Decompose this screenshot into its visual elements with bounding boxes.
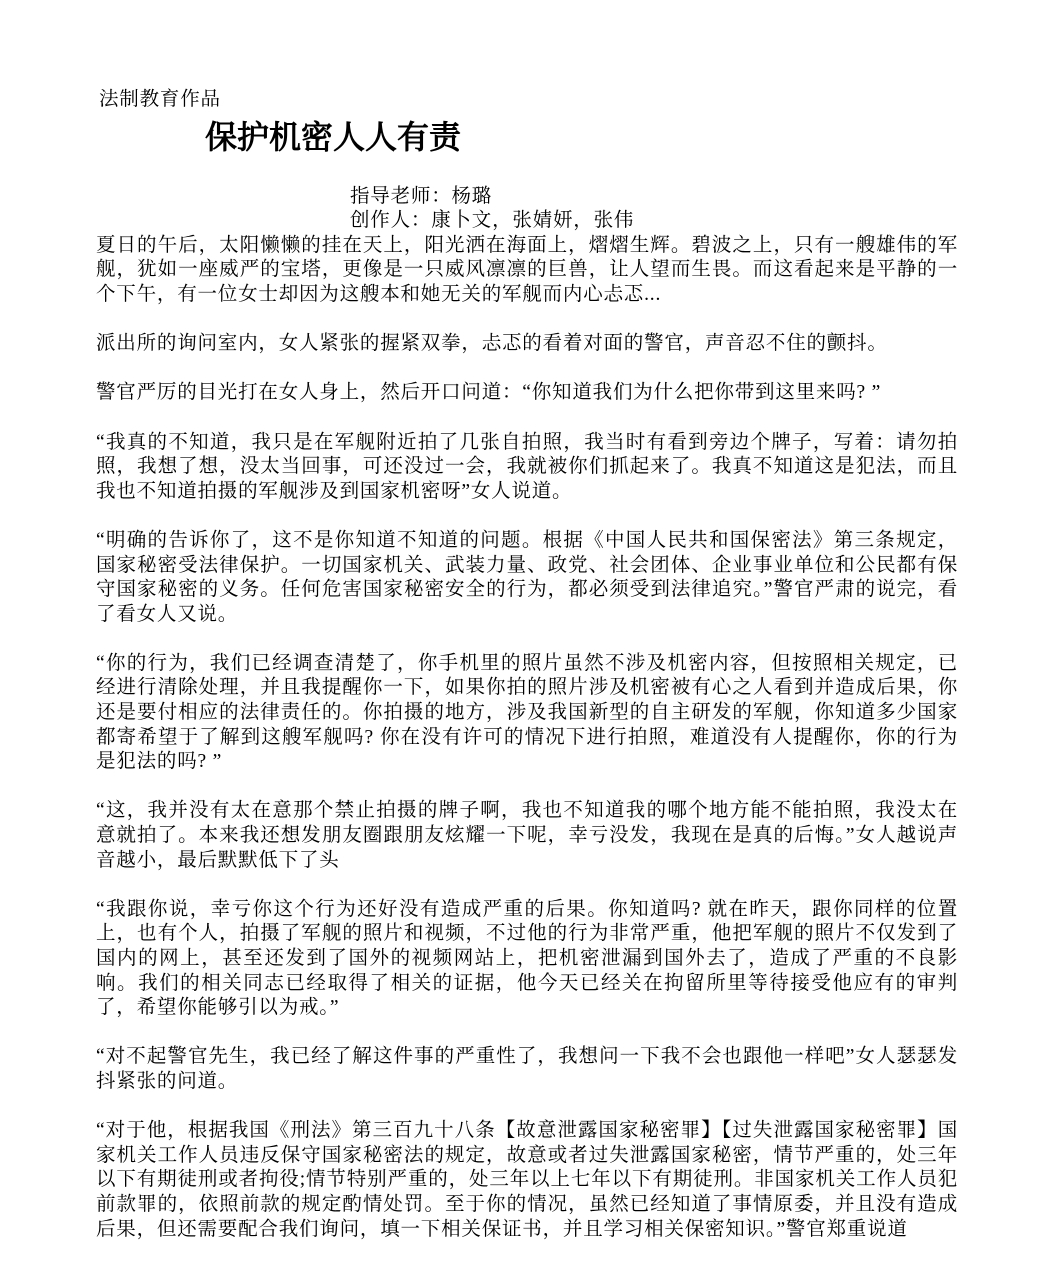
document-content [96, 88, 958, 1242]
story-paragraph: “这，我并没有太在意那个禁止拍摄的牌子啊，我也不知道我的哪个地方能不能拍照，我没太在意就拍了。本来我还想发朋友圈跟朋友炫耀一下呢，幸亏没发，我现在是真的后悔。”女人越说声音越小，最后默默低下了头 [96, 800, 958, 871]
story-paragraph: “我真的不知道，我只是在军舰附近拍了几张自拍照，我当时有看到旁边个牌子，写着：请勿拍照，我想了想，没太当回事，可还没过一会，我就被你们抓起来了。我真不知道这是犯法，而且我也不知道拍摄的军舰涉及到国家机密呀”女人说道。 [96, 431, 958, 502]
story-paragraph: 派出所的询问室内，女人紧张的握紧双拳，忐忑的看着对面的警官，声音忍不住的颤抖。 [96, 333, 888, 355]
story-body [96, 234, 958, 1242]
story-paragraph: 夏日的午后，太阳懒懒的挂在天上，阳光洒在海面上，熠熠生辉。碧波之上，只有一艘雄伟的军舰，犹如一座威严的宝塔，更像是一只威风凛凛的巨兽，让人望而生畏。而这看起来是平静的一个下午，有一位女士却因为这艘本和她无关的军舰而内心忐忑... [96, 234, 958, 305]
creators-line: 创作人：康卜文，张婧妍，张伟 [350, 210, 635, 232]
document-category-label: 法制教育作品 [99, 89, 221, 110]
story-paragraph: “明确的告诉你了，这不是你知道不知道的问题。根据《中国人民共和国保密法》第三条规定，国家秘密受法律保护。一切国家机关、武装力量、政党、社会团体、企业事业单位和公民都有保守国家秘密的义务。任何危害国家秘密安全的行为，都必须受到法律追究。”警官严肃的说完，看了看女人又说。 [96, 529, 958, 625]
advisor-line: 指导老师：杨璐 [350, 185, 493, 207]
story-paragraph: “我跟你说，幸亏你这个行为还好没有造成严重的后果。你知道吗? 就在昨天，跟你同样的位置上，也有个人，拍摄了军舰的照片和视频，不过他的行为非常严重，他把军舰的照片不仅发到了国内的网上，甚至还发到了国外的视频网站上，把机密泄漏到国外去了，造成了严重的不良影响。我们的相关同志已经取得了相关的证据，他今天已经关在拘留所里等待接受他应有的审判了，希望你能够引以为戒。” [96, 898, 958, 1019]
story-paragraph: “对不起警官先生，我已经了解这件事的严重性了，我想问一下我不会也跟他一样吧”女人瑟瑟发抖紧张的问道。 [96, 1046, 958, 1092]
story-paragraph: “对于他，根据我国《刑法》第三百九十八条【故意泄露国家秘密罪】【过失泄露国家秘密罪】国家机关工作人员违反保守国家秘密法的规定，故意或者过失泄露国家秘密，情节严重的，处三年以下有期徒刑或者拘役;情节特别严重的，处三年以上七年以下有期徒刑。非国家机关工作人员犯前款罪的，依照前款的规定酌情处罚。至于你的情况，虽然已经知道了事情原委，并且没有造成后果，但还需要配合我们询问，填一下相关保证书，并且学习相关保密知识。”警官郑重说道 [96, 1120, 958, 1240]
byline-block [350, 185, 958, 234]
document-title: 保护机密人人有责 [205, 118, 462, 155]
story-paragraph: “你的行为，我们已经调查清楚了，你手机里的照片虽然不涉及机密内容，但按照相关规定，已经进行清除处理，并且我提醒你一下，如果你拍的照片涉及机密被有心之人看到并造成后果，你还是要付相应的法律责任的。你拍摄的地方，涉及我国新型的自主研发的军舰，你知道多少国家都寄希望于了解到这艘军舰吗? 你在没有许可的情况下进行拍照，难道没有人提醒你，你的行为是犯法的吗? ” [96, 652, 958, 773]
story-paragraph: 警官严厉的目光打在女人身上，然后开口问道：“你知道我们为什么把你带到这里来吗? ” [96, 382, 882, 404]
